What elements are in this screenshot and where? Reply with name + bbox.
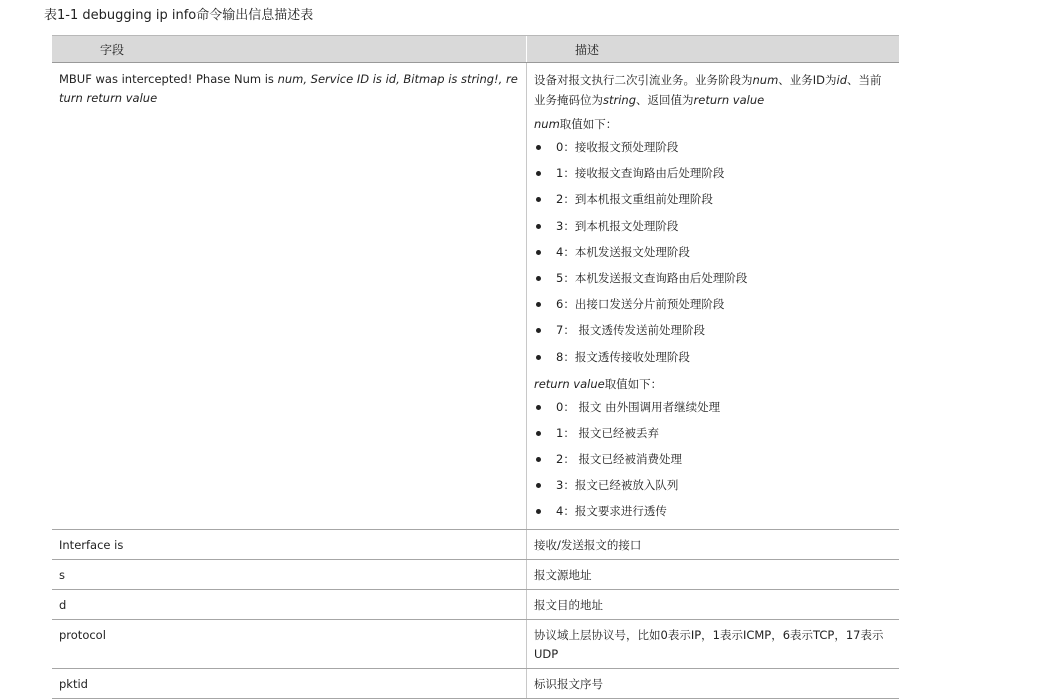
field-cell: pktid bbox=[52, 668, 527, 698]
return-values-heading bbox=[534, 375, 893, 394]
field-num: num bbox=[277, 72, 304, 86]
field-return: return return value bbox=[59, 72, 518, 105]
list-item: 6：出接口发送分片前预处理阶段 bbox=[534, 291, 893, 317]
table-header-row bbox=[52, 36, 899, 63]
num-suffix: 取值如下： bbox=[559, 117, 618, 131]
num-values-list bbox=[534, 134, 893, 370]
desc-id: id bbox=[836, 73, 848, 87]
desc-part: 、当前业务掩码位为 bbox=[534, 73, 882, 107]
header-description: 描述 bbox=[527, 36, 900, 63]
list-item: 7： 报文透传发送前处理阶段 bbox=[534, 317, 893, 343]
list-item: 0： 报文 由外围调用者继续处理 bbox=[534, 394, 893, 420]
num-label: num bbox=[534, 117, 560, 131]
list-item: 0：接收报文预处理阶段 bbox=[534, 134, 893, 160]
table-row bbox=[52, 559, 899, 589]
desc-part: 设备对报文执行二次引流业务。业务阶段为 bbox=[534, 73, 753, 87]
field-cell: protocol bbox=[52, 619, 527, 668]
field-id: id bbox=[385, 72, 397, 86]
desc-string: string bbox=[603, 93, 637, 107]
list-item: 1：接收报文查询路由后处理阶段 bbox=[534, 160, 893, 186]
field-cell: Interface is bbox=[52, 529, 527, 559]
list-item: 3：报文已经被放入队列 bbox=[534, 472, 893, 498]
field-cell: s bbox=[52, 559, 527, 589]
field-string: string bbox=[461, 72, 495, 86]
table-row bbox=[52, 529, 899, 559]
desc-num: num bbox=[752, 73, 779, 87]
table-row bbox=[52, 619, 899, 668]
field-text: !, bbox=[494, 72, 506, 86]
return-values-list bbox=[534, 394, 893, 525]
num-values-heading bbox=[534, 115, 893, 134]
description-cell bbox=[527, 63, 900, 530]
description-cell: 报文目的地址 bbox=[527, 589, 900, 619]
table-row-mbuf bbox=[52, 63, 899, 530]
field-cell bbox=[52, 63, 527, 530]
description-text bbox=[534, 70, 893, 110]
description-cell: 接收/发送报文的接口 bbox=[527, 529, 900, 559]
list-item: 8：报文透传接收处理阶段 bbox=[534, 344, 893, 370]
table-caption: 表1-1 debugging ip info命令输出信息描述表 bbox=[44, 8, 314, 23]
field-text: MBUF was intercepted! Phase Num is bbox=[59, 72, 278, 86]
list-item: 1： 报文已经被丢弃 bbox=[534, 420, 893, 446]
list-item: 3：到本机报文处理阶段 bbox=[534, 213, 893, 239]
list-item: 2： 报文已经被消费处理 bbox=[534, 446, 893, 472]
description-cell: 报文源地址 bbox=[527, 559, 900, 589]
field-cell: d bbox=[52, 589, 527, 619]
list-item: 2：到本机报文重组前处理阶段 bbox=[534, 186, 893, 212]
header-field: 字段 bbox=[52, 36, 527, 63]
field-text: , Service ID is bbox=[303, 72, 386, 86]
return-value-label: return value bbox=[534, 376, 605, 391]
return-value-suffix: 取值如下： bbox=[604, 376, 663, 391]
description-cell: 协议域上层协议号，比如0表示IP，1表示ICMP，6表示TCP，17表示UDP bbox=[527, 619, 900, 668]
info-table bbox=[52, 35, 899, 699]
list-item: 4：报文要求进行透传 bbox=[534, 498, 893, 524]
desc-part: 、返回值为 bbox=[636, 93, 694, 107]
desc-part: 、业务ID为 bbox=[778, 73, 837, 87]
table-row bbox=[52, 668, 899, 698]
desc-return-value: return value bbox=[693, 93, 765, 107]
field-text: , Bitmap is bbox=[396, 72, 462, 86]
list-item: 4：本机发送报文处理阶段 bbox=[534, 239, 893, 265]
table-row bbox=[52, 589, 899, 619]
list-item: 5：本机发送报文查询路由后处理阶段 bbox=[534, 265, 893, 291]
description-cell: 标识报文序号 bbox=[527, 668, 900, 698]
